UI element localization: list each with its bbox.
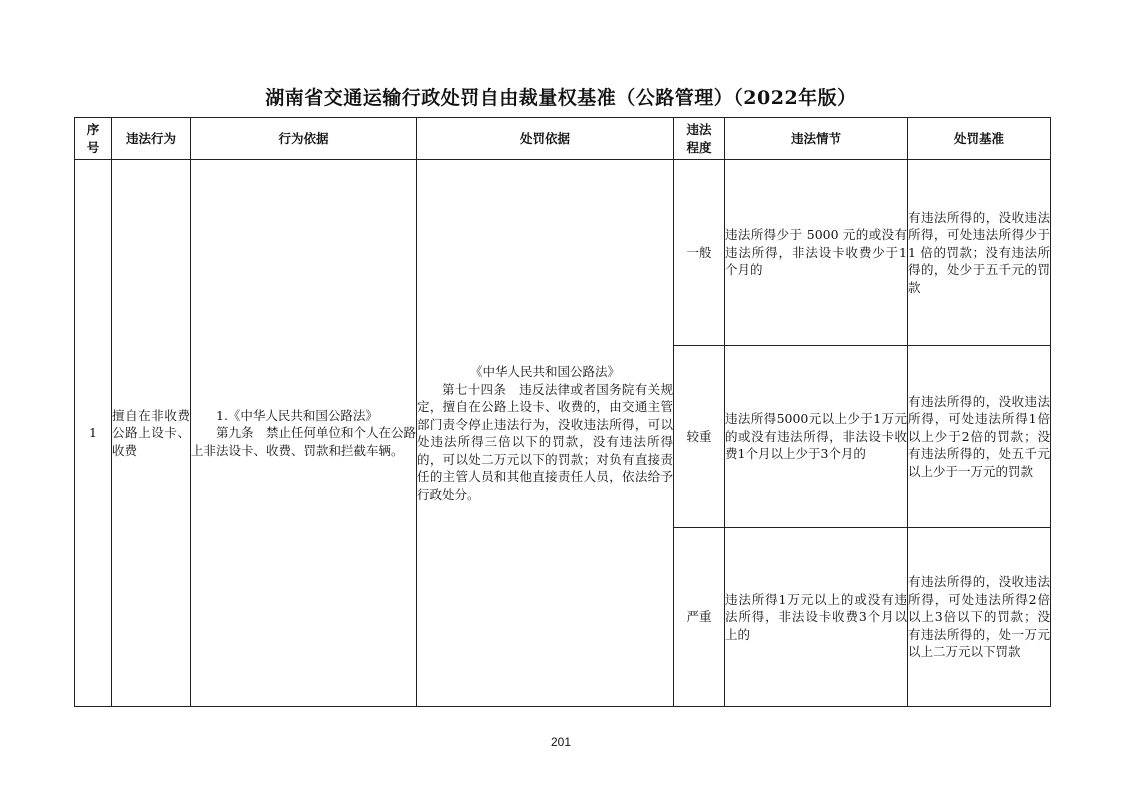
penalty-basis-article: 第七十四条 违反法律或者国务院有关规定，擅自在公路上设卡、收费的，由交通主管部门责令停止违法行为，没收违法所得，可以处违法所得三倍以下的罚款，没有违法所得的，可以处二万元以下的罚款；对负有直接责任的主管人员和其他直接责任人员，依法给予行政处分。 (417, 381, 673, 502)
cell-circumstance-serious: 违法所得5000元以上少于1万元的或没有违法所得，非法设卡收费1个月以上少于3个月的 (725, 346, 908, 528)
act-basis-article: 第九条 禁止任何单位和个人在公路上非法设卡、收费、罚款和拦截车辆。 (191, 425, 417, 458)
cell-seq: 1 (75, 160, 112, 707)
cell-circumstance-severe: 违法所得1万元以上的或没有违法所得，非法设卡收费3个月以上的 (725, 528, 908, 707)
cell-act: 擅自在非收费公路上设卡、收费 (112, 160, 191, 707)
cell-standard-general: 有违法所得的，没收违法所得，可处违法所得少于 1 倍的罚款；没有违法所得的，处少于五千元的罚款 (908, 160, 1051, 346)
header-seq: 序 号 (75, 118, 112, 160)
act-basis-law: 1.《中华人民共和国公路法》 (216, 407, 378, 423)
cell-degree-severe: 严重 (674, 528, 725, 707)
cell-standard-severe: 有违法所得的，没收违法所得，可处违法所得2倍以上3倍以下的罚款；没有违法所得的，处一万元以上二万元以下罚款 (908, 528, 1051, 707)
document-title: 湖南省交通运输行政处罚自由裁量权基准（公路管理）（2022年版） (265, 87, 857, 109)
header-standard: 处罚基准 (908, 118, 1051, 160)
header-circumstance: 违法情节 (725, 118, 908, 160)
table-row (75, 160, 1051, 346)
cell-standard-serious: 有违法所得的，没收违法所得，可处违法所得1倍以上少于2倍的罚款；没有违法所得的，处五千元以上少于一万元的罚款 (908, 346, 1051, 528)
cell-act-basis (191, 160, 417, 707)
header-degree: 违法 程度 (674, 118, 725, 160)
page-number: 201 (550, 735, 572, 749)
header-act: 违法行为 (112, 118, 191, 160)
penalty-basis-law: 《中华人民共和国公路法》 (469, 364, 620, 379)
table-header-row (75, 118, 1051, 160)
cell-degree-serious: 较重 (674, 346, 725, 528)
header-act-basis: 行为依据 (191, 118, 417, 160)
cell-penalty-basis (417, 160, 674, 707)
cell-circumstance-general: 违法所得少于 5000 元的或没有违法所得，非法设卡收费少于1个月的 (725, 160, 908, 346)
header-penalty-basis: 处罚依据 (417, 118, 674, 160)
penalty-standard-table (74, 117, 1051, 707)
cell-degree-general: 一般 (674, 160, 725, 346)
